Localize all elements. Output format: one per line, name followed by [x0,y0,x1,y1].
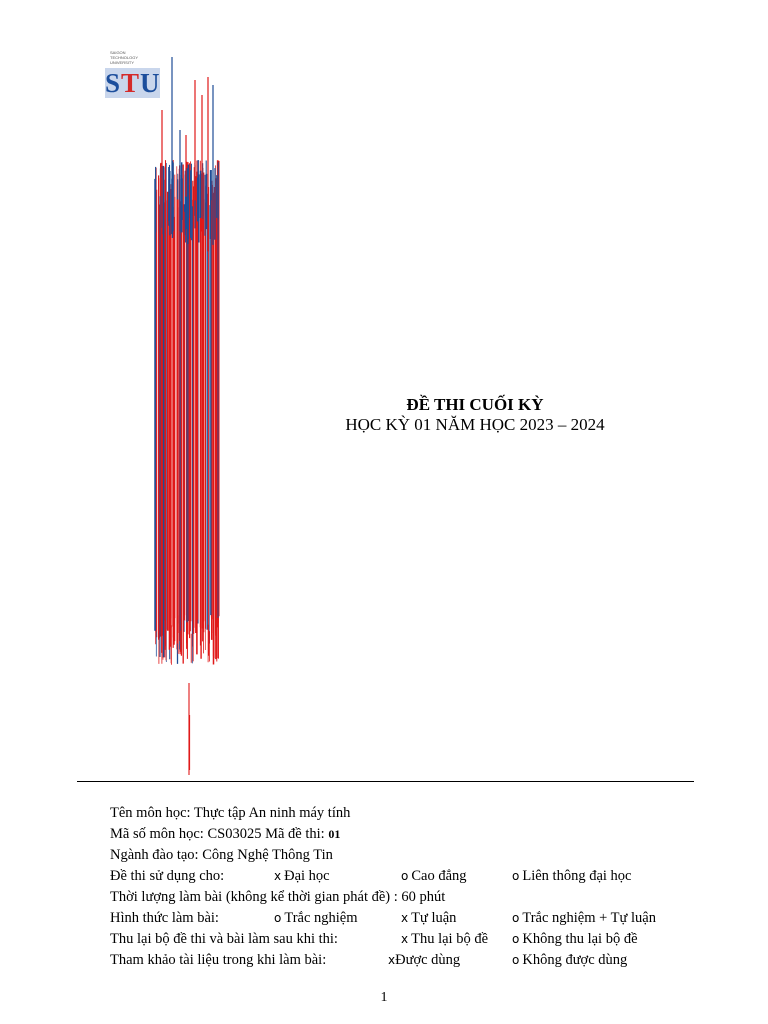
duration-text: Thời lượng làm bài (không kể thời gian phát đề) : 60 phút [110,889,446,905]
exam-subtitle: HỌC KỲ 01 NĂM HỌC 2023 – 2024 [345,415,605,434]
major-row [110,845,690,866]
page-number: 1 [380,990,388,1005]
option-text: Cao đẳng [411,868,467,884]
option-text: Trắc nghiệm + Tự luận [522,910,656,926]
mark-circle-icon: o [274,911,282,925]
mark-circle-icon: o [512,932,520,946]
option-item [512,866,631,887]
option-item [401,908,456,929]
reference-row [110,950,690,971]
course-code-row [110,824,690,845]
option-text: Không được dùng [522,952,628,968]
mark-x-icon: x [401,932,409,946]
used-for-row [110,866,690,887]
duration-row [110,887,690,908]
logo-letter: T [121,68,140,98]
exam-code-value: 01 [328,827,341,841]
mark-circle-icon: o [512,953,520,967]
used-for-label: Đề thi sử dụng cho: [110,868,225,884]
option-item [512,950,627,971]
logo-letter: S [105,68,121,98]
mark-x-icon: x [274,869,282,883]
mark-circle-icon: o [512,911,520,925]
mark-circle-icon: o [401,869,409,883]
collect-row [110,929,690,950]
format-label: Hình thức làm bài: [110,910,219,926]
decorative-stripe-graphic [150,55,225,780]
option-item [274,866,330,887]
major-text: Ngành đào tạo: Công Nghệ Thông Tin [110,847,333,863]
option-item [401,929,488,950]
subject-row [110,803,690,824]
exam-title: ĐỀ THI CUỐI KỲ [406,395,544,414]
mark-x-icon: x [401,911,409,925]
option-item [512,908,656,929]
option-item [401,866,467,887]
reference-label: Tham khảo tài liệu trong khi làm bài: [110,952,327,968]
horizontal-divider [77,781,694,782]
option-text: Trắc nghiệm [284,910,358,926]
logo-tiny-line: UNIVERSITY [110,60,135,65]
university-logo [105,48,160,100]
course-code-label: Mã số môn học: CS03025 Mã đề thi: [110,826,329,842]
subject-text: Tên môn học: Thực tập An ninh máy tính [110,805,351,821]
format-row [110,908,690,929]
mark-x-icon: x [388,953,396,967]
collect-label: Thu lại bộ đề thi và bài làm sau khi thi: [110,931,338,947]
logo-tiny-line: TECHNOLOGY [110,55,139,60]
logo-tiny-line: SAIGON [110,50,126,55]
option-text: Đại học [284,868,330,884]
option-text: Tự luận [411,910,457,926]
exam-title-block [300,395,650,435]
option-text: Được dùng [395,952,461,968]
option-text: Liên thông đại học [522,868,632,884]
option-text: Thu lại bộ đề [411,931,489,947]
logo-letter: U [140,68,160,98]
exam-info [110,803,690,971]
option-item [512,929,638,950]
option-item [388,950,460,971]
option-text: Không thu lại bộ đề [522,931,638,947]
mark-circle-icon: o [512,869,520,883]
option-item [274,908,358,929]
